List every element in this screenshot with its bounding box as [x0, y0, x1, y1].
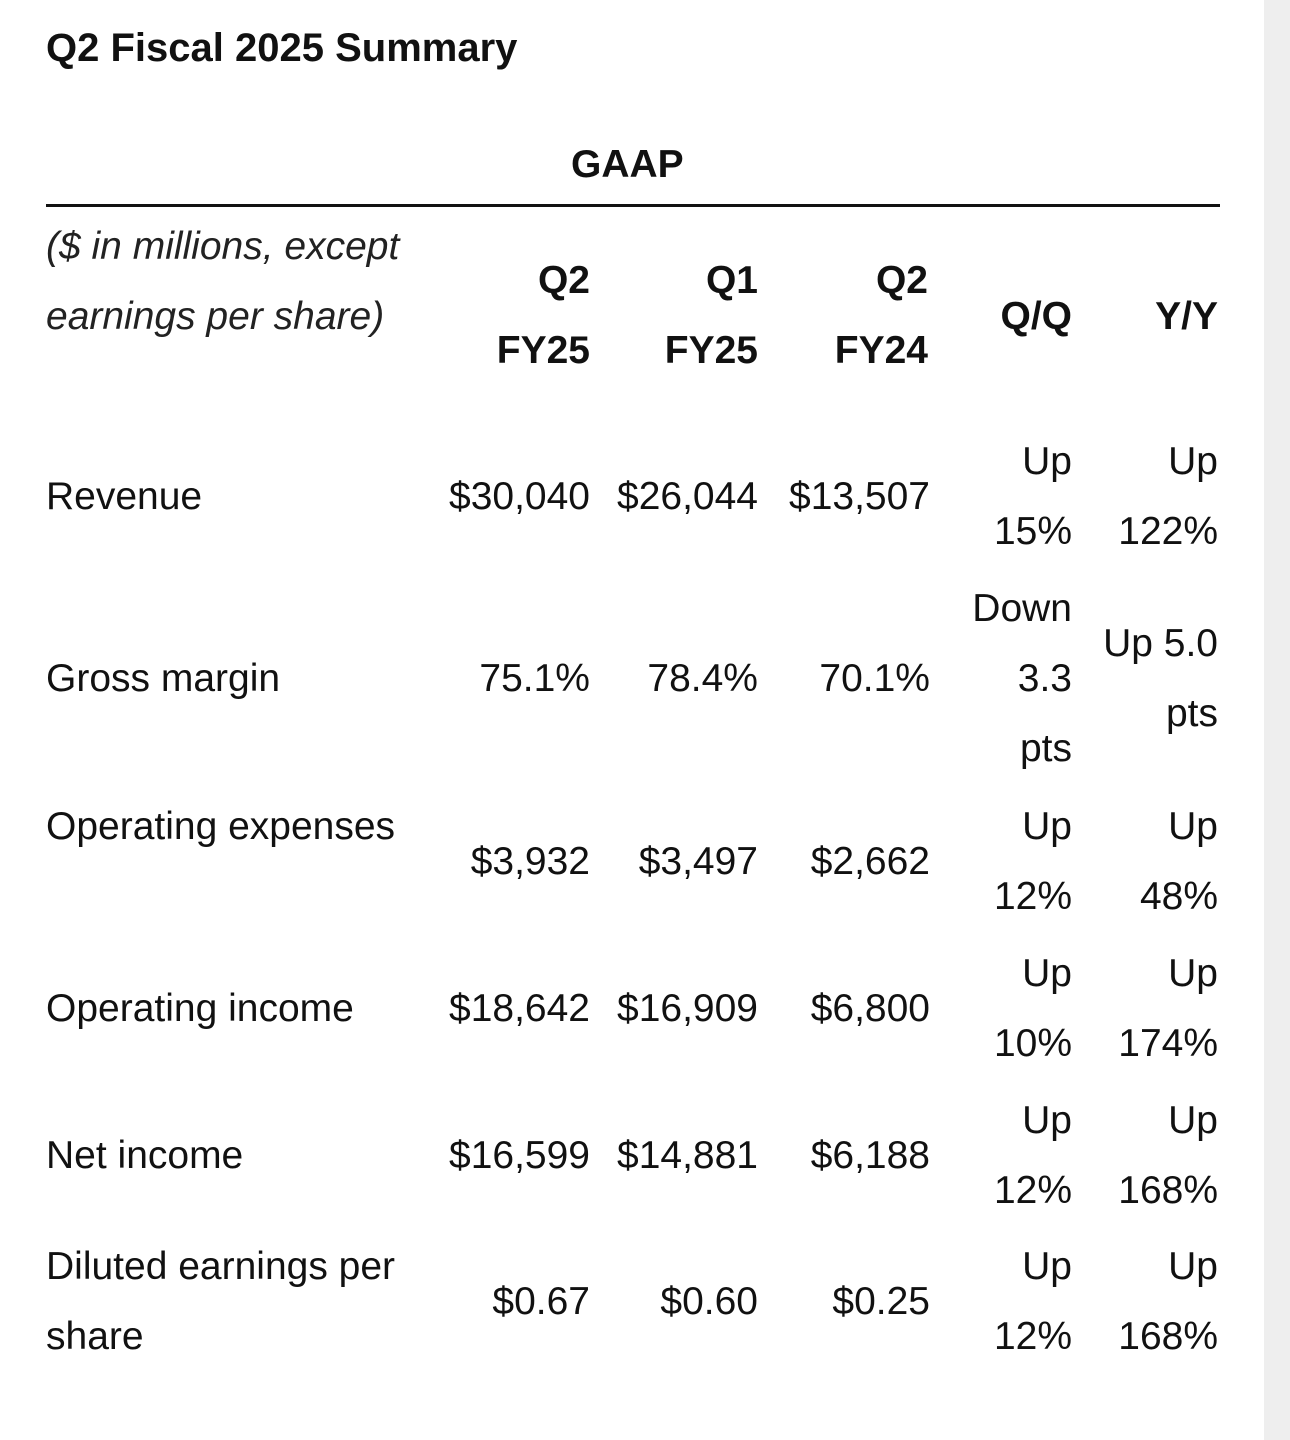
row-label-net-income: Net income	[46, 1134, 244, 1177]
diluted-eps-q2-fy24: $0.25	[832, 1280, 930, 1323]
gross-margin-qq-change: Down 3.3 pts	[972, 587, 1072, 770]
net-income-q2-fy25: $16,599	[449, 1134, 590, 1177]
row-label-operating-income: Operating income	[46, 987, 354, 1030]
gross-margin-yy-change: Up 5.0 pts	[1103, 622, 1218, 735]
operating-income-q1-fy25: $16,909	[617, 987, 758, 1030]
column-header-q2-fy24: Q2 FY24	[834, 259, 928, 372]
diluted-eps-qq-change: Up 12%	[993, 1245, 1072, 1358]
diluted-eps-q2-fy25: $0.67	[492, 1280, 590, 1323]
gross-margin-q1-fy25: 78.4%	[647, 657, 758, 700]
operating-income-q2-fy24: $6,800	[810, 987, 930, 1030]
revenue-q1-fy25: $26,044	[617, 475, 758, 518]
column-header-q1-fy25: Q1 FY25	[664, 259, 758, 372]
operating-income-q2-fy25: $18,642	[449, 987, 590, 1030]
revenue-q2-fy24: $13,507	[789, 475, 930, 518]
revenue-qq-change: Up 15%	[993, 440, 1072, 553]
revenue-q2-fy25: $30,040	[449, 475, 590, 518]
units-note: ($ in millions, except earnings per share)	[46, 225, 400, 338]
gaap-label: GAAP	[571, 143, 684, 186]
net-income-q2-fy24: $6,188	[810, 1134, 930, 1177]
diluted-eps-q1-fy25: $0.60	[660, 1280, 758, 1323]
column-header-yy: Y/Y	[1155, 295, 1218, 338]
page-title: Q2 Fiscal 2025 Summary	[46, 26, 518, 70]
net-income-yy-change: Up 168%	[1118, 1099, 1218, 1212]
operating-income-qq-change: Up 10%	[993, 952, 1072, 1065]
revenue-yy-change: Up 122%	[1118, 440, 1218, 553]
net-income-q1-fy25: $14,881	[617, 1134, 758, 1177]
operating-expenses-qq-change: Up 12%	[993, 805, 1072, 918]
net-income-qq-change: Up 12%	[993, 1099, 1072, 1212]
row-label-operating-expenses: Operating expenses	[46, 805, 396, 848]
operating-expenses-q2-fy25: $3,932	[470, 840, 590, 883]
gaap-group-header	[46, 140, 1220, 207]
diluted-eps-yy-change: Up 168%	[1118, 1245, 1218, 1358]
column-header-qq: Q/Q	[1000, 295, 1072, 338]
operating-expenses-q2-fy24: $2,662	[810, 840, 930, 883]
row-label-diluted-eps: Diluted earnings per share	[46, 1245, 396, 1358]
gross-margin-q2-fy25: 75.1%	[479, 657, 590, 700]
operating-expenses-q1-fy25: $3,497	[638, 840, 758, 883]
column-header-q2-fy25: Q2 FY25	[496, 259, 590, 372]
operating-income-yy-change: Up 174%	[1118, 952, 1218, 1065]
scrollbar-track[interactable]	[1264, 0, 1290, 1440]
row-label-revenue: Revenue	[46, 475, 203, 518]
row-label-gross-margin: Gross margin	[46, 657, 281, 700]
operating-expenses-yy-change: Up 48%	[1139, 805, 1218, 918]
gross-margin-q2-fy24: 70.1%	[819, 657, 930, 700]
